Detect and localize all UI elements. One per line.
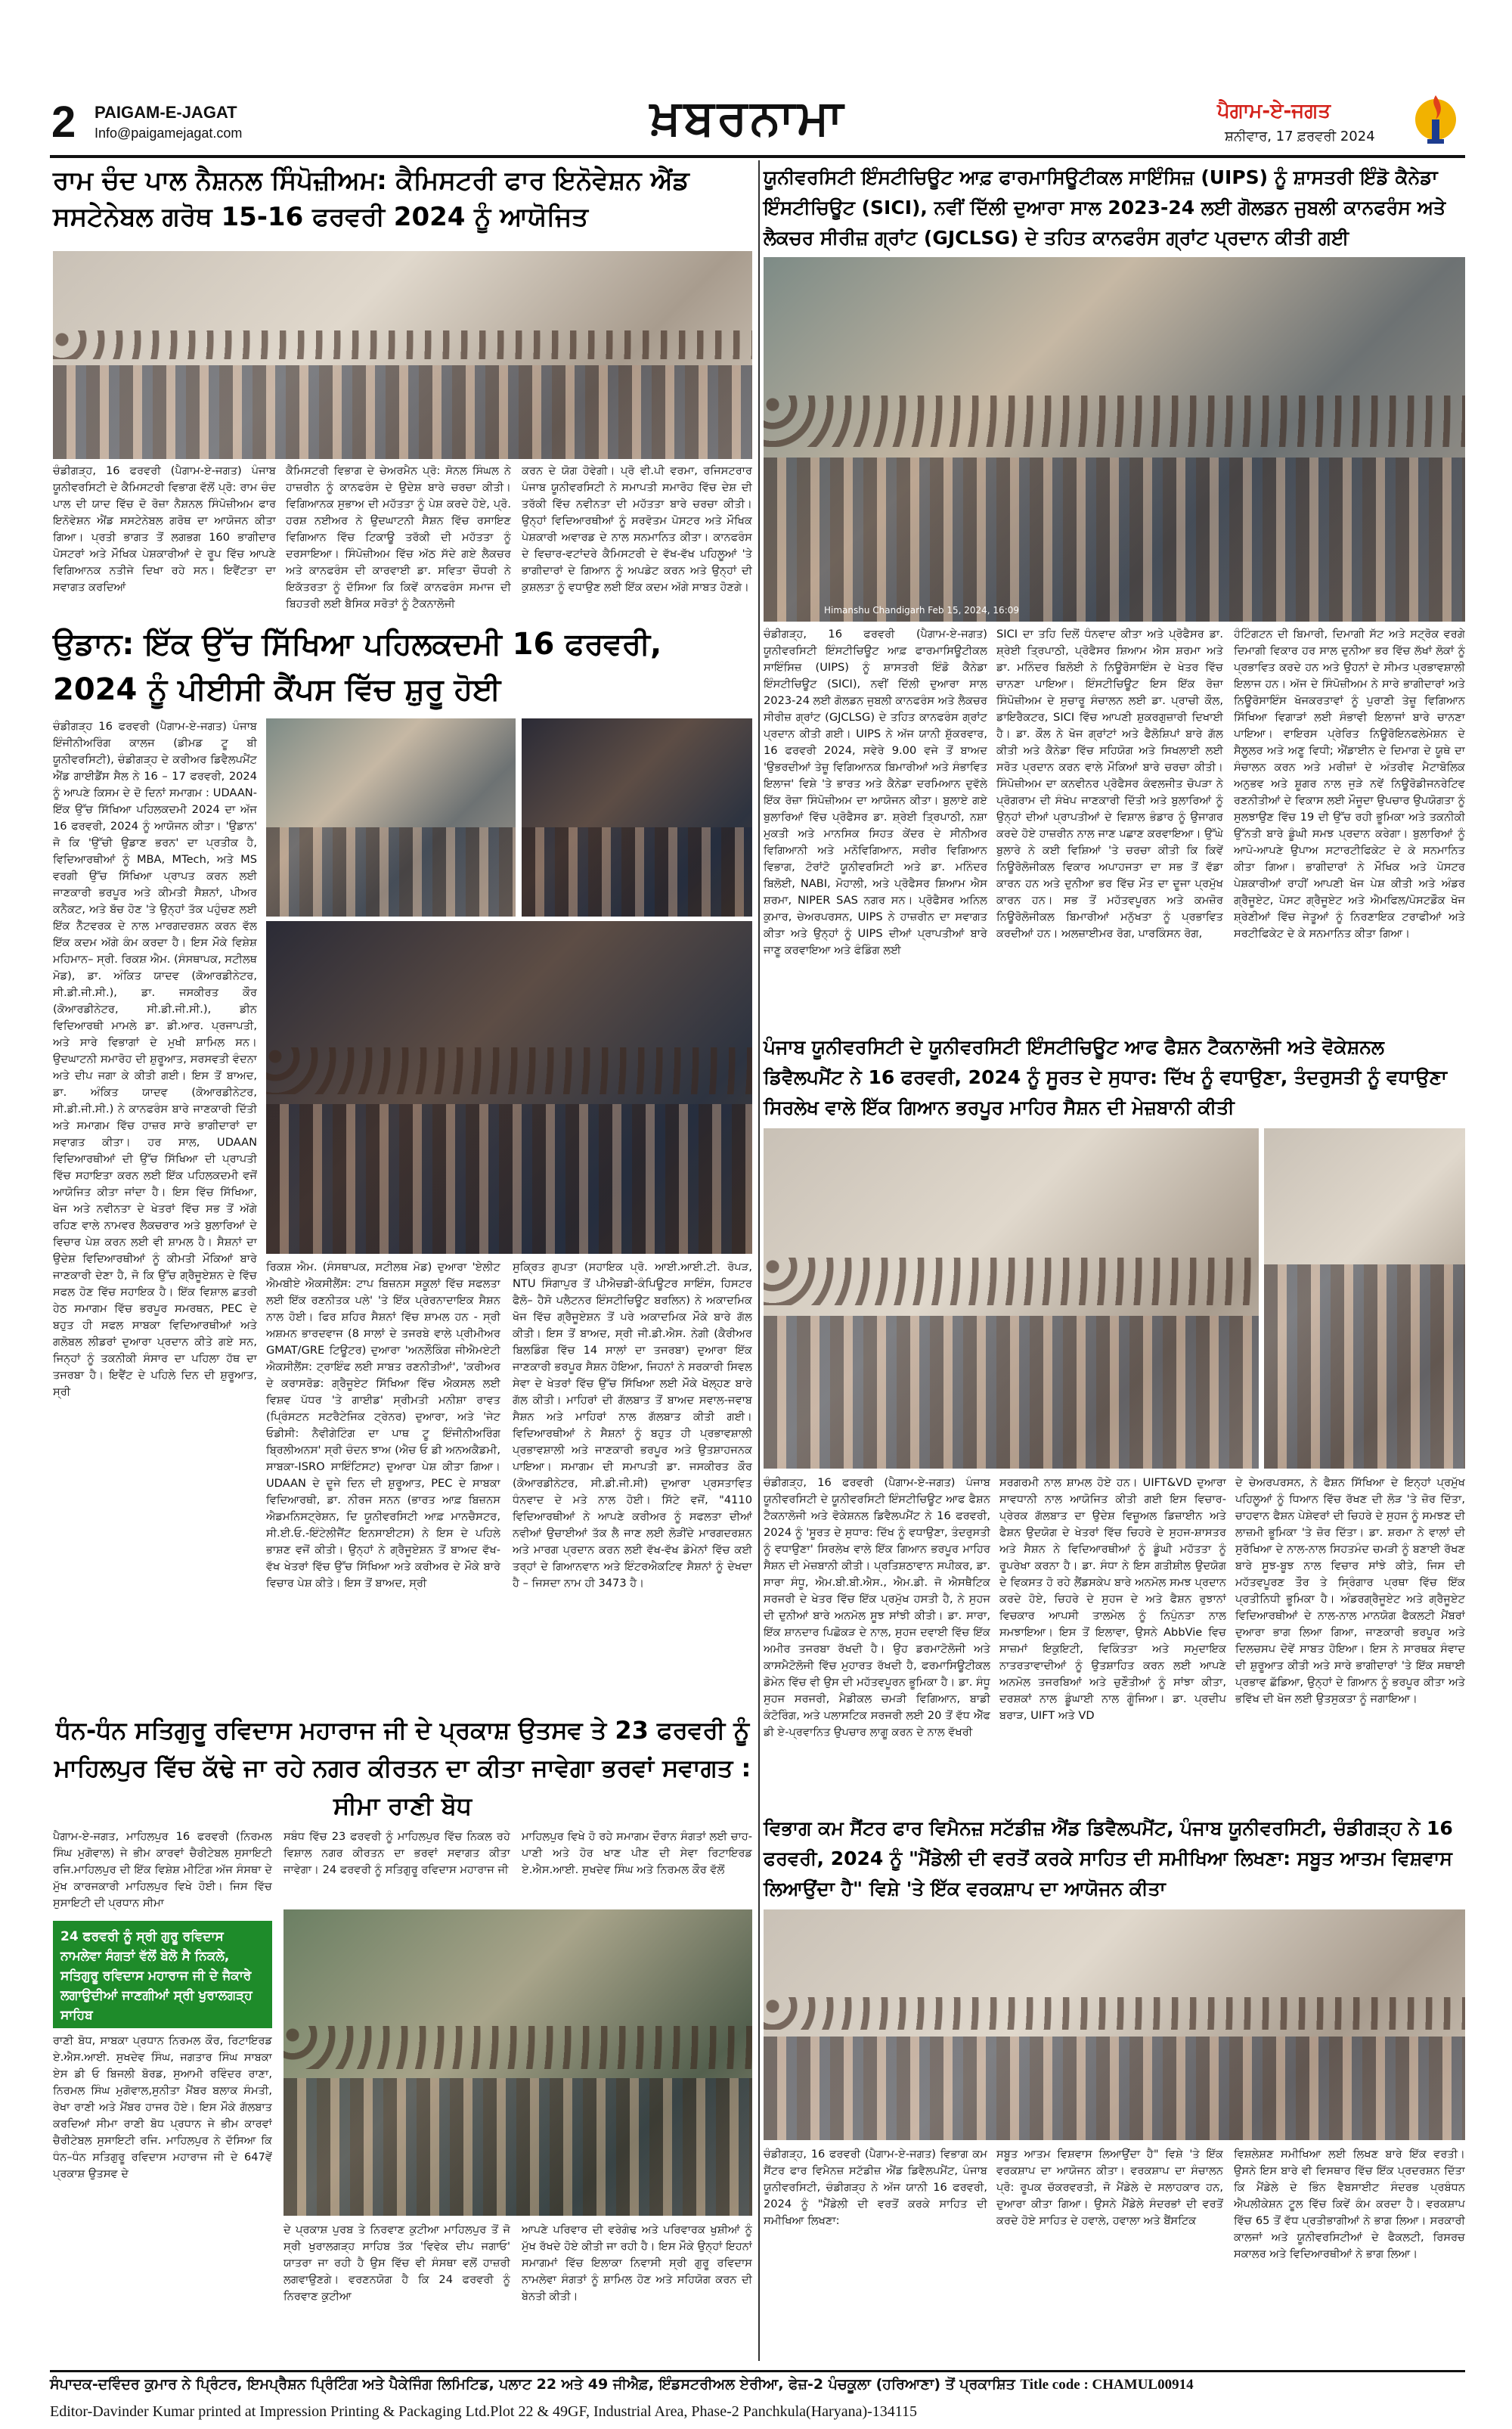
story3-text-col2b: ਦੇ ਪ੍ਰਕਾਸ਼ ਪੁਰਬ ਤੇ ਨਿਰਵਾਣ ਕੁਟੀਆ ਮਾਹਿਲਪੁਰ ਤੋਂ ਜੋ ਸ੍ਰੀ ਖੁਰਾਲਗੜ੍ਹ ਸਾਹਿਬ ਤੱਕ 'ਵਿਵੇਕ ਦੀਪ ਜਗਾਓ' ਯਾਤਰਾ ਜਾ ਰਹੀ ਹੈ ਉਸ ਵਿੱਚ ਵੀ ਸੰਸਥਾ ਵਲੋਂ ਹਾਜ਼ਰੀ ਲਗਵਾਉਣਗੇ। ਵਰਣਨਯੋਗ ਹੈ ਕਿ 24 ਫਰਵਰੀ ਨੂੰ ਨਿਰਵਾਣ ਕੁਟੀਆ bbox=[284, 2223, 510, 2303]
masthead-rule bbox=[50, 155, 1465, 158]
torch-logo-icon bbox=[1414, 89, 1458, 150]
story5-headline: ਪੰਜਾਬ ਯੂਨੀਵਰਸਿਟੀ ਦੇ ਯੂਨੀਵਰਸਿਟੀ ਇੰਸਟੀਚਿਊਟ ਆਫ ਫੈਸ਼ਨ ਟੈਕਨਾਲੋਜੀ ਅਤੇ ਵੋਕੇਸ਼ਨਲ ਡਿਵੈਲਪਮੈਂਟ ਨੇ 16 ਫਰਵਰੀ, 2024 ਨੂੰ ਸੂਰਤ ਦੇ ਸੁਧਾਰ: ਦਿੱਖ ਨੂੰ ਵਧਾਉਣਾ, ਤੰਦਰੁਸਤੀ ਨੂੰ ਵਧਾਉਣਾ ਸਿਰਲੇਖ ਵਾਲੇ ਇੱਕ ਗਿਆਨ ਭਰਪੂਰ ਮਾਹਿਰ ਸੈਸ਼ਨ ਦੀ ਮੇਜ਼ਬਾਨੀ ਕੀਤੀ bbox=[764, 1036, 1448, 1118]
story1-text-col3: ਕਰਨ ਦੇ ਯੋਗ ਹੋਵੇਗੀ। ਪ੍ਰੋ ਵੀ.ਪੀ ਵਰਮਾ, ਰਜਿਸਟਰਾਰ ਪੰਜਾਬ ਯੂਨੀਵਰਸਿਟੀ ਨੇ ਸਮਾਪਤੀ ਸਮਾਰੋਹ ਵਿੱਚ ਦੇਸ਼ ਦੀ ਤਰੱਕੀ ਵਿੱਚ ਨਵੀਨਤਾ ਦੀ ਮਹੱਤਤਾ ਬਾਰੇ ਚਰਚਾ ਕੀਤੀ। ਉਨ੍ਹਾਂ ਵਿਦਿਆਰਥੀਆਂ ਨੂੰ ਸਰਵੋਤਮ ਪੋਸਟਰ ਅਤੇ ਮੌਖਿਕ ਪੇਸ਼ਕਾਰੀ ਅਵਾਰਡ ਦੇ ਨਾਲ ਸਨਮਾਨਿਤ ਕੀਤਾ। ਕਾਨਫਰੰਸ ਦੇ ਵਿਚਾਰ-ਵਟਾਂਦਰੇ ਕੈਮਿਸਟਰੀ ਦੇ ਵੱਖ-ਵੱਖ ਪਹਿਲੂਆਂ 'ਤੇ ਭਾਗੀਦਾਰਾਂ ਦੇ ਗਿਆਨ ਨੂੰ ਅਪਡੇਟ ਕਰਨ ਅਤੇ ਉਨ੍ਹਾਂ ਦੀ ਕੁਸ਼ਲਤਾ ਨੂੰ ਵਧਾਉਣ ਲਈ ਇੱਕ ਕਦਮ ਅੱਗੇ ਸਾਬਤ ਹੋਣਗੇ। bbox=[522, 464, 752, 594]
story3-text-col2a: ਸਬੰਧ ਵਿੱਚ 23 ਫਰਵਰੀ ਨੂੰ ਮਾਹਿਲਪੁਰ ਵਿੱਚ ਨਿਕਲ ਰਹੇ ਵਿਸ਼ਾਲ ਨਗਰ ਕੀਰਤਨ ਦਾ ਭਰਵਾਂ ਸਵਾਗਤ ਕੀਤਾ ਜਾਵੇਗਾ। 24 ਫਰਵਰੀ ਨੂੰ ਸਤਿਗੁਰੂ ਰਵਿਦਾਸ ਮਹਾਰਾਜ ਜੀ bbox=[284, 1830, 510, 1876]
story4-text-col1: ਚੰਡੀਗੜ੍ਹ, 16 ਫਰਵਰੀ (ਪੈਗਾਮ-ਏ-ਜਗਤ) ਯੂਨੀਵਰਸਿਟੀ ਇੰਸਟੀਚਿਊਟ ਆਫ਼ ਫਾਰਮਾਸਿਊਟੀਕਲ ਸਾਇੰਸਿਜ਼ (UIPS) ਨੂੰ ਸ਼ਾਸਤਰੀ ਇੰਡੋ ਕੈਨੇਡਾ ਇੰਸਟੀਚਿਊਟ (SICI), ਨਵੀਂ ਦਿੱਲੀ ਦੁਆਰਾ ਸਾਲ 2023-24 ਲਈ ਗੋਲਡਨ ਜੁਬਲੀ ਕਾਨਫਰੰਸ ਅਤੇ ਲੈਕਚਰ ਸੀਰੀਜ਼ ਗ੍ਰਾਂਟ (GJCLSG) ਦੇ ਤਹਿਤ ਕਾਨਫਰੰਸ ਗ੍ਰਾਂਟ ਪ੍ਰਦਾਨ ਕੀਤੀ ਗਈ। UIPS ਨੇ ਅੱਜ ਯਾਨੀ ਸ਼ੁੱਕਰਵਾਰ, 16 ਫਰਵਰੀ 2024, ਸਵੇਰੇ 9.00 ਵਜੇ ਤੋਂ ਬਾਅਦ 'ਉਭਰਦੀਆਂ ਤੇਜ਼ੂ ਵਿਗਿਆਨਕ ਬਿਮਾਰੀਆਂ ਅਤੇ ਸੰਭਾਵਿਤ ਇਲਾਜ' ਵਿਸ਼ੇ 'ਤੇ ਭਾਰਤ ਅਤੇ ਕੈਨੇਡਾ ਦਰਮਿਆਨ ਦੁਵੱਲੇ ਇੱਕ ਰੋਜ਼ਾ ਸਿੰਪੋਜ਼ੀਅਮ ਦਾ ਆਯੋਜਨ ਕੀਤਾ। ਬੁਲਾਏ ਗਏ ਬੁਲਾਰਿਆਂ ਵਿੱਚ ਪ੍ਰੋਫੈਸਰ ਡਾ. ਸ਼੍ਰੇਈ ਤ੍ਰਿਪਾਠੀ, ਨਸ਼ਾ ਮੁਕਤੀ ਅਤੇ ਮਾਨਸਿਕ ਸਿਹਤ ਕੇਂਦਰ ਦੇ ਸੀਨੀਅਰ ਵਿਗਿਆਨੀ ਅਤੇ ਮਨੋਵਿਗਿਆਨ, ਸਰੀਰ ਵਿਗਿਆਨ ਵਿਭਾਗ, ਟੋਰਾਂਟੋ ਯੂਨੀਵਰਸਿਟੀ ਅਤੇ ਡਾ. ਮਨਿੰਦਰ ਬਿਲੋਈ, NABI, ਮੋਹਾਲੀ, ਅਤੇ ਪ੍ਰੋਫੈਸਰ ਸ਼ਿਆਮ ਐਸ ਸ਼ਰਮਾ, NIPER SAS ਨਗਰ ਸਨ। ਪ੍ਰੋਫੈਸਰ ਅਨਿਲ ਕੁਮਾਰ, ਚੇਅਰਪਰਸਨ, UIPS ਨੇ ਹਾਜ਼ਰੀਨ ਦਾ ਸਵਾਗਤ ਕੀਤਾ ਅਤੇ ਉਨ੍ਹਾਂ ਨੂੰ UIPS ਦੀਆਂ ਪ੍ਰਾਪਤੀਆਂ ਬਾਰੇ ਜਾਣੂ ਕਰਵਾਇਆ ਅਤੇ ਫੰਡਿੰਗ ਲਈ bbox=[764, 628, 987, 957]
story5-text-col2: ਸਰਗਰਮੀ ਨਾਲ ਸ਼ਾਮਲ ਹੋਏ ਹਨ। UIFT&VD ਦੁਆਰਾ ਸਾਵਧਾਨੀ ਨਾਲ ਆਯੋਜਿਤ ਕੀਤੀ ਗਈ ਇਸ ਵਿਚਾਰ-ਪ੍ਰੇਰਕ ਗੱਲਬਾਤ ਦਾ ਉਦੇਸ਼ ਵਿਜ਼ੂਅਲ ਡਿਜ਼ਾਈਨ ਅਤੇ ਫੈਸ਼ਨ ਉਦਯੋਗ ਦੇ ਖੇਤਰਾਂ ਵਿੱਚ ਚਿਹਰੇ ਦੇ ਸੁਹਜ-ਸ਼ਾਸਤਰ ਅਤੇ ਸੈਸ਼ਨ ਨੇ ਵਿਦਿਆਰਥੀਆਂ ਨੂੰ ਡੂੰਘੀ ਮਹੱਤਤਾ ਨੂੰ ਰੂਪਰੇਖਾ ਕਰਨਾ ਹੈ। ਡਾ. ਸੰਧਾ ਨੇ ਇਸ ਗਤੀਸ਼ੀਲ ਉਦਯੋਗ ਦੇ ਵਿਕਸਤ ਹੋ ਰਹੇ ਲੈਂਡਸਕੇਪ ਬਾਰੇ ਅਨਮੋਲ ਸਮਝ ਪ੍ਰਦਾਨ ਕਰਦੇ ਹੋਏ, ਚਿਹਰੇ ਦੇ ਸੁਹਜ ਦੇ ਅਤੇ ਫੈਸ਼ਨ ਰੁਝਾਨਾਂ ਵਿਚਕਾਰ ਆਪਸੀ ਤਾਲਮੇਲ ਨੂੰ ਨਿਪੁੰਨਤਾ ਨਾਲ ਸਮਝਾਇਆ। ਇਸ ਤੋਂ ਇਲਾਵਾ, ਉਸਨੇ AbbVie ਵਿਚ ਸਾਜ਼ਮਾਂ ਇਕੁਇਟੀ, ਵਿਕਿੰਤਤਾ ਅਤੇ ਸਮੁਦਾਇਕ ਨਾਤਰਤਾਵਾਦੀਆਂ ਨੂੰ ਉਤਸ਼ਾਹਿਤ ਕਰਨ ਲਈ ਆਪਣੇ ਅਨਮੋਲ ਤਜਰਬਿਆਂ ਅਤੇ ਚੁਣੌਤੀਆਂ ਨੂੰ ਸਾਂਝਾ ਕੀਤਾ, ਦਰਸ਼ਕਾਂ ਨਾਲ ਡੂੰਘਾਈ ਨਾਲ ਗੂੰਜਿਆ। ਡਾ. ਪ੍ਰਦੀਪ ਬਰਾੜ, UIFT ਅਤੇ VD bbox=[999, 1476, 1226, 1722]
story2-text-col2: ਰਿਕਸ਼ ਐਮ. (ਸੰਸਥਾਪਕ, ਸਟੀਲਥ ਮੋਡ) ਦੁਆਰਾ 'ਏਲੀਟ ਐਮਬੀਏ ਐਕਸੀਲੈਂਸ: ਟਾਪ ਬਿਜ਼ਨਸ ਸਕੂਲਾਂ ਵਿੱਚ ਸਫਲਤਾ ਲਈ ਇੱਕ ਰਣਨੀਤਕ ਪਲੇ' 'ਤੇ ਇੱਕ ਪ੍ਰੇਰਨਾਦਾਇਕ ਸੈਸ਼ਨ ਨਾਲ ਹੋਈ। ਫਿਰ ਸ਼ਹਿਰ ਸੈਸ਼ਨਾਂ ਵਿੱਚ ਸ਼ਾਮਲ ਹਨ - ਸ੍ਰੀ ਅਸ਼ਮਨ ਭਾਰਦਵਾਜ (8 ਸਾਲਾਂ ਦੇ ਤਜਰਬੇ ਵਾਲੇ ਪ੍ਰੀਮੀਅਰ GMAT/GRE ਟਿਊਟਰ) ਦੁਆਰਾ 'ਅਨਲੌਕਿੰਗ ਜੀਐਮਏਟੀ ਐਕਸੀਲੈਂਸ: ਟ੍ਰਾਇੰਫ ਲਈ ਸਾਬਤ ਰਣਨੀਤੀਆਂ', 'ਕਰੀਅਰ ਦੇ ਕਰਾਸਰੋਡ: ਗ੍ਰੈਜੂਏਟ ਸਿੱਖਿਆ ਵਿੱਚ ਐਕਸਲ ਲਈ ਵਿਸ਼ਵ ਪੱਧਰ 'ਤੇ ਗਾਈਡ' ਸ੍ਰੀਮਤੀ ਮਨੀਸ਼ਾ ਰਾਵਤ (ਪ੍ਰਿੰਸਟਨ ਸਟਰੈਟੇਜਿਕ ਟ੍ਰੇਨਰ) ਦੁਆਰਾ, ਅਤੇ 'ਜੇਟ ਓਡੀਸੀ: ਨੈਵੀਗੇਟਿੰਗ ਦਾ ਪਾਥ ਟੂ ਇੰਜੀਨੀਅਰਿੰਗ ਬ੍ਰਿਲੀਅਨਸ' ਸ੍ਰੀ ਚੰਦਨ ਝਾਅ (ਐਚ ਓ ਡੀ ਅਨਅਕੈਡਮੀ, ਸਾਬਕਾ-ISRO ਸਾਇੰਟਿਸਟ) ਦੁਆਰਾ ਪੇਸ਼ ਕੀਤਾ ਗਿਆ। UDAAN ਦੇ ਦੂਜੇ ਦਿਨ ਦੀ ਸ਼ੁਰੂਆਤ, PEC ਦੇ ਸਾਬਕਾ ਵਿਦਿਆਰਥੀ, ਡਾ. ਨੀਰਜ ਸਨਨ (ਭਾਰਤ ਆਫ਼ ਬਿਜ਼ਨਸ ਐਡਮਨਿਸਟ੍ਰੇਸ਼ਨ, ਦਿ ਯੂਨੀਵਰਸਿਟੀ ਆਫ਼ ਮਾਨਚੈਸਟਰ, ਸੀ.ਈ.ਓ.-ਇੰਟੇਲੀਜੈਂਟ ਇਨਸਾਈਟਸ) ਨੇ ਇਸ ਦੇ ਪਹਿਲੇ ਭਾਸ਼ਣ ਵਜੋਂ ਕੀਤੀ। ਉਨ੍ਹਾਂ ਨੇ ਗ੍ਰੈਜੂਏਸ਼ਨ ਤੋਂ ਬਾਅਦ ਵੱਖ-ਵੱਖ ਖੇਤਰਾਂ ਵਿੱਚ ਉੱਚ ਸਿੱਖਿਆ ਅਤੇ ਕਰੀਅਰ ਦੇ ਮੌਕੇ ਬਾਰੇ ਵਿਚਾਰ ਪੇਸ਼ ਕੀਤੇ। ਇਸ ਤੋਂ ਬਾਅਦ, ਸ੍ਰੀ bbox=[266, 1261, 500, 1590]
story3-text-col3a: ਮਾਹਿਲਪੁਰ ਵਿਖੇ ਹੋ ਰਹੇ ਸਮਾਗਮ ਦੌਰਾਨ ਸੰਗਤਾਂ ਲਈ ਚਾਹ-ਪਾਣੀ ਅਤੇ ਹੋਰ ਖਾਣ ਪੀਣ ਦੀ ਸੇਵਾ ਰਿਟਾਇਰਡ ਏ.ਐਸ.ਆਈ. ਸੁਖਦੇਵ ਸਿੰਘ ਅਤੇ ਨਿਰਮਲ ਕੌਰ ਵੱਲੋਂ bbox=[522, 1830, 752, 1876]
section-title: ਖ਼ਬਰਨਾਮਾ bbox=[650, 89, 847, 146]
story1-text-col1: ਚੰਡੀਗੜ੍ਹ, 16 ਫਰਵਰੀ (ਪੈਗਾਮ-ਏ-ਜਗਤ) ਪੰਜਾਬ ਯੂਨੀਵਰਸਿਟੀ ਦੇ ਕੈਮਿਸਟਰੀ ਵਿਭਾਗ ਵੱਲੋਂ ਪ੍ਰੋ: ਰਾਮ ਚੰਦ ਪਾਲ ਦੀ ਯਾਦ ਵਿੱਚ ਦੋ ਰੋਜ਼ਾ ਨੈਸ਼ਨਲ ਸਿੰਪੋਜ਼ੀਅਮ ਫਾਰ ਇਨੋਵੇਸ਼ਨ ਐਂਡ ਸਸਟੇਨੇਬਲ ਗਰੋਥ ਦਾ ਆਯੋਜਨ ਕੀਤਾ ਗਿਆ। ਪ੍ਰਤੀ ਭਾਗਤ ਤੋਂ ਲਗਭਗ 160 ਭਾਗੀਦਾਰ ਪੋਸਟਰਾਂ ਅਤੇ ਮੌਖਿਕ ਪੇਸ਼ਕਾਰੀਆਂ ਦੇ ਰੂਪ ਵਿੱਚ ਆਪਣੇ ਵਿਗਿਆਨਕ ਨਤੀਜੇ ਦਿਖਾ ਰਹੇ ਸਨ। ਇਵੈਂਟਤਾ ਦਾ ਸਵਾਗਤ ਕਰਦਿਆਂ bbox=[53, 464, 276, 594]
story5-classroom-photo bbox=[764, 1128, 1259, 1469]
story3-headline: ਧੰਨ-ਧੰਨ ਸਤਿਗੁਰੂ ਰਵਿਦਾਸ ਮਹਾਰਾਜ ਜੀ ਦੇ ਪ੍ਰਕਾਸ਼ ਉਤਸਵ ਤੇ 23 ਫਰਵਰੀ ਨੂੰ ਮਾਹਿਲਪੁਰ ਵਿੱਚ ਕੱਢੇ ਜਾ ਰਹੇ ਨਗਰ ਕੀਰਤਨ ਦਾ ਕੀਤਾ ਜਾਵੇਗਾ ਭਰਵਾਂ ਸਵਾਗਤ : ਸੀਮਾ ਰਾਣੀ ਬੋਧ bbox=[54, 1716, 751, 1820]
story4-text-col3: ਹੰਟਿੰਗਟਨ ਦੀ ਬਿਮਾਰੀ, ਦਿਮਾਗੀ ਸੱਟ ਅਤੇ ਸਟ੍ਰੋਕ ਵਰਗੇ ਦਿਮਾਗੀ ਵਿਕਾਰ ਹਰ ਸਾਲ ਦੁਨੀਆ ਭਰ ਵਿੱਚ ਲੱਖਾਂ ਲੋਕਾਂ ਨੂੰ ਪ੍ਰਭਾਵਿਤ ਕਰਦੇ ਹਨ ਅਤੇ ਉਹਨਾਂ ਦੇ ਸੀਮਤ ਪ੍ਰਭਾਵਸ਼ਾਲੀ ਇਲਾਜ ਹਨ। ਅੱਜ ਦੇ ਸਿੰਪੋਜ਼ੀਅਮ ਨੇ ਸਾਰੇ ਭਾਗੀਦਾਰਾਂ ਅਤੇ ਨਿਊਰੋਸਾਇੰਸ ਖੋਜਕਰਤਾਵਾਂ ਨੂੰ ਪੁਰਾਣੀ ਤੇਜ਼ੂ ਵਿਗਿਆਨ ਸਿੱਖਿਆ ਵਿਗਾੜਾਂ ਲਈ ਸੰਭਾਵੀ ਇਲਾਜਾਂ ਬਾਰੇ ਚਾਨਣਾ ਪਾਇਆ। ਵਾਇਰਸ ਪ੍ਰੇਰਿਤ ਨਿਊਰੋਇਨਫਲੇਮੇਸ਼ਨ ਦੇ ਸੈਲੂਲਰ ਅਤੇ ਅਣੂ ਵਿਧੀ; ਐਂਡਾਈਨ ਦੇ ਦਿਮਾਗ ਦੇ ਯੂਥੇ ਦਾ ਸੰਚਾਲਨ ਕਰਨ ਅਤੇ ਮਰੀਜ਼ਾਂ ਦੇ ਅੰਤਰੀਵ ਮੈਟਾਬੋਲਿਕ ਅਨੁਭਵ ਅਤੇ ਸ਼ੂਗਰ ਨਾਲ ਜੁੜੇ ਨਵੇਂ ਨਿਊਰੋਡੀਜਨਰੇਟਿਵ ਰਣਨੀਤੀਆਂ ਦੇ ਵਿਕਾਸ ਲਈ ਮੌਜੂਦਾ ਉਪਚਾਰ ਉਪਯੋਗਤਾ ਨੂੰ ਸੁਲਝਾਉਣ ਵਿੱਚ 19 ਦੀ ਉੱਚ ਰਹੀ ਭੂਮਿਕਾ ਅਤੇ ਤਕਨੀਕੀ ਉੱਨਤੀ ਬਾਰੇ ਡੂੰਘੀ ਸਮਝ ਪ੍ਰਦਾਨ ਕਰੇਗਾ। ਬੁਲਾਰਿਆਂ ਨੂੰ ਆਪੋ-ਆਪਣੇ ਉਪਾਅ ਸਟਾਰਟੀਫਿਕੇਟ ਦੇ ਕੇ ਸਨਮਾਨਿਤ ਕੀਤਾ ਗਿਆ। ਭਾਗੀਦਾਰਾਂ ਨੇ ਮੌਖਿਕ ਅਤੇ ਪੋਸਟਰ ਪੇਸ਼ਕਾਰੀਆਂ ਰਾਹੀਂ ਆਪਣੀ ਖੋਜ ਪੇਸ਼ ਕੀਤੀ ਅਤੇ ਅੰਡਰ ਗ੍ਰੈਜੂਏਟ, ਪੋਸਟ ਗ੍ਰੈਜੂਏਟ ਅਤੇ ਐਮਫਿਲ/ਪੋਸਟਡੌਕ ਖੋਜ ਸ਼੍ਰੇਣੀਆਂ ਵਿੱਚ ਜੇਤੂਆਂ ਨੂੰ ਨਿਰਣਾਇਕ ਟਰਾਫੀਆਂ ਅਤੇ ਸਰਟੀਫਿਕੇਟ ਦੇ ਕੇ ਸਨਮਾਨਿਤ ਕੀਤਾ ਗਿਆ। bbox=[1234, 628, 1465, 940]
story2-headline: ਉਡਾਨ: ਇੱਕ ਉੱਚ ਸਿੱਖਿਆ ਪਹਿਲਕਦਮੀ 16 ਫਰਵਰੀ, 2024 ਨੂੰ ਪੀਈਸੀ ਕੈਂਪਸ ਵਿੱਚ ਸ਼ੁਰੂ ਹੋਈ bbox=[53, 627, 662, 707]
story2-photo-audience bbox=[266, 921, 752, 1254]
footer-publisher-punjabi: ਸੰਪਾਦਕ-ਦਵਿੰਦਰ ਕੁਮਾਰ ਨੇ ਪ੍ਰਿੰਟਰ, ਇਮਪ੍ਰੈਸ਼ਨ ਪ੍ਰਿੰਟਿੰਗ ਅਤੇ ਪੈਕੇਜਿੰਗ ਲਿਮਿਟਿਡ, ਪਲਾਟ 22 ਅਤੇ 49 ਜੀਐਫ਼, ਇੰਡਸਟਰੀਅਲ ਏਰੀਆ, ਫੇਜ਼-2 ਪੰਚਕੂਲਾ (ਹਰਿਆਣਾ) ਤੋਂ ਪ੍ਰਕਾਸ਼ਿਤ bbox=[50, 2376, 1015, 2393]
issue-date: ਸ਼ਨੀਵਾਰ, 17 ਫ਼ਰਵਰੀ 2024 bbox=[1225, 129, 1375, 144]
story6-text-col1: ਚੰਡੀਗੜ੍ਹ, 16 ਫਰਵਰੀ (ਪੈਗਾਮ-ਏ-ਜਗਤ) ਵਿਭਾਗ ਕਮ ਸੈਂਟਰ ਫਾਰ ਵਿਮੈਨਜ਼ ਸਟੱਡੀਜ਼ ਐਂਡ ਡਿਵੈਲਪਮੈਂਟ, ਪੰਜਾਬ ਯੂਨੀਵਰਸਿਟੀ, ਚੰਡੀਗੜ੍ਹ ਨੇ ਅੱਜ ਯਾਨੀ 16 ਫਰਵਰੀ, 2024 ਨੂੰ "ਮੈਂਡੇਲੀ ਦੀ ਵਰਤੋਂ ਕਰਕੇ ਸਾਹਿਤ ਦੀ ਸਮੀਖਿਆ ਲਿਖਣਾ: bbox=[764, 2148, 987, 2227]
story4-photo-caption: Himanshu Chandigarh Feb 15, 2024, 16:09 bbox=[824, 605, 1019, 616]
story3-highlight-box: 24 ਫਰਵਰੀ ਨੂੰ ਸ੍ਰੀ ਗੁਰੂ ਰਵਿਦਾਸ ਨਾਮਲੇਵਾ ਸੰਗਤਾਂ ਵੱਲੋਂ ਬੇਲੋ ਸੈ ਨਿਕਲੇ, ਸਤਿਗੁਰੂ ਰਵਿਦਾਸ ਮਹਾਰਾਜ ਜੀ ਦੇ ਜੈਕਾਰੇ ਲਗਾਉਦੀਆਂ ਜਾਣਗੀਆਂ ਸ੍ਰੀ ਖੁਰਾਲਗੜ੍ਹ ਸਾਹਿਬ bbox=[53, 1921, 272, 2028]
footer-publisher-line bbox=[50, 2376, 1465, 2393]
story6-workshop-photo bbox=[764, 1909, 1465, 2140]
story2-photo-presentation bbox=[266, 718, 516, 917]
footer-editor-line: Editor-Davinder Kumar printed at Impression Printing & Packaging Ltd.Plot 22 & 49GF, Industrial Area, Phase-2 Panchkula(Haryana)-134115 bbox=[50, 2403, 918, 2420]
column-divider bbox=[758, 160, 760, 2361]
story1-headline: ਰਾਮ ਚੰਦ ਪਾਲ ਨੈਸ਼ਨਲ ਸਿੰਪੋਜ਼ੀਅਮ: ਕੈਮਿਸਟਰੀ ਫਾਰ ਇਨੋਵੇਸ਼ਨ ਐਂਡ ਸਸਟੇਨੇਬਲ ਗਰੋਥ 15-16 ਫਰਵਰੀ 2024 ਨੂੰ ਆਯੋਜਿਤ bbox=[53, 166, 689, 232]
story2-text-col1: ਚੰਡੀਗੜ੍ਹ 16 ਫਰਵਰੀ (ਪੈਗਾਮ-ਏ-ਜਗਤ) ਪੰਜਾਬ ਇੰਜੀਨੀਅਰਿੰਗ ਕਾਲਜ (ਡੀਮਡ ਟੂ ਬੀ ਯੂਨੀਵਰਸਿਟੀ), ਚੰਡੀਗੜ੍ਹ ਦੇ ਕਰੀਅਰ ਡਿਵੈਲਪਮੈਂਟ ਐਂਡ ਗਾਈਡੈਂਸ ਸੈਲ ਨੇ 16 – 17 ਫਰਵਰੀ, 2024 ਨੂੰ ਆਪਣੇ ਕਿਸਮ ਦੇ ਦੋ ਦਿਨਾਂ ਸਮਾਗਮ : UDAAN- ਇੱਕ ਉੱਚ ਸਿੱਖਿਆ ਪਹਿਲਕਦਮੀ 2024 ਦਾ ਅੱਜ 16 ਫਰਵਰੀ, 2024 ਨੂੰ ਆਯੋਜਨ ਕੀਤਾ। 'ਉਡਾਨ' ਜੋ ਕਿ 'ਉੱਚੀ ਉਡਾਣ ਭਰਨ' ਦਾ ਪ੍ਰਤੀਕ ਹੈ, ਵਿਦਿਆਰਥੀਆਂ ਨੂੰ MBA, MTech, ਅਤੇ MS ਵਰਗੀ ਉੱਚ ਸਿੱਖਿਆ ਪ੍ਰਾਪਤ ਕਰਨ ਲਈ ਜਾਣਕਾਰੀ ਭਰਪੂਰ ਅਤੇ ਕੀਮਤੀ ਸੈਸ਼ਨਾਂ, ਪੀਅਰ ਕਨੈਕਟ, ਅਤੇ ਬੱਚ ਹੋਣ 'ਤੇ ਉਨ੍ਹਾਂ ਤੱਕ ਪਹੁੰਚਣ ਲਈ ਇੱਕ ਨੈੱਟਵਰਕ ਦੇ ਨਾਲ ਮਾਰਗਦਰਸ਼ਨ ਕਰਨ ਵੱਲ ਇੱਕ ਕਦਮ ਅੱਗੇ ਕੰਮ ਕਰਦਾ ਹੈ। ਇਸ ਮੌਕੇ ਵਿਸ਼ੇਸ਼ ਮਹਿਮਾਨ– ਸ੍ਰੀ. ਰਿਕਸ਼ ਐਮ. (ਸੰਸਥਾਪਕ, ਸਟੀਲਥ ਮੋਡ), ਡਾ. ਅੰਕਿਤ ਯਾਦਵ (ਕੋਆਰਡੀਨੇਟਰ, ਸੀ.ਡੀ.ਜੀ.ਸੀ.), ਡਾ. ਜਸਕੀਰਤ ਕੌਰ (ਕੋਆਰਡੀਨੇਟਰ, ਸੀ.ਡੀ.ਜੀ.ਸੀ.), ਡੀਨ ਵਿਦਿਆਰਥੀ ਮਾਮਲੇ ਡਾ. ਡੀ.ਆਰ. ਪ੍ਰਜਾਪਤੀ, ਅਤੇ ਸਾਰੇ ਵਿਭਾਗਾਂ ਦੇ ਮੁਖੀ ਸ਼ਾਮਿਲ ਸਨ। ਉਦਘਾਟਨੀ ਸਮਾਰੋਹ ਦੀ ਸ਼ੁਰੂਆਤ, ਸਰਸਵਤੀ ਵੰਦਨਾ ਅਤੇ ਦੀਪ ਜਗਾ ਕੇ ਕੀਤੀ ਗਈ। ਇਸ ਤੋਂ ਬਾਅਦ, ਡਾ. ਅੰਕਿਤ ਯਾਦਵ (ਕੋਆਰਡੀਨੇਟਰ, ਸੀ.ਡੀ.ਜੀ.ਸੀ.) ਨੇ ਕਾਨਫਰੰਸ ਬਾਰੇ ਜਾਣਕਾਰੀ ਦਿੱਤੀ ਅਤੇ ਸਮਾਗਮ ਵਿੱਚ ਹਾਜ਼ਰ ਸਾਰੇ ਭਾਗੀਦਾਰਾਂ ਦਾ ਸਵਾਗਤ ਕੀਤਾ। ਹਰ ਸਾਲ, UDAAN ਵਿਦਿਆਰਥੀਆਂ ਦੀ ਉੱਚ ਸਿੱਖਿਆ ਦੀ ਪ੍ਰਾਪਤੀ ਵਿੱਚ ਸਹਾਇਤਾ ਕਰਨ ਲਈ ਇੱਕ ਪਹਿਲਕਦਮੀ ਵਜੋਂ ਆਯੋਜਿਤ ਕੀਤਾ ਜਾਂਦਾ ਹੈ। ਇਸ ਵਿੱਚ ਸਿੱਖਿਆ, ਖੋਜ ਅਤੇ ਨਵੀਨਤਾ ਦੇ ਖੇਤਰਾਂ ਵਿੱਚ ਸਭ ਤੋਂ ਅੱਗੇ ਰਹਿਣ ਵਾਲੇ ਨਾਮਵਰ ਲੈਕਚਰਾਰ ਅਤੇ ਬੁਲਾਰਿਆਂ ਦੇ ਵਿਚਾਰ ਪੇਸ਼ ਕਰਨ ਲਈ ਵੀ ਸ਼ਾਮਲ ਹੈ। ਸੈਸ਼ਨਾਂ ਦਾ ਉਦੇਸ਼ ਵਿਦਿਆਰਥੀਆਂ ਨੂੰ ਕੀਮਤੀ ਮੌਕਿਆਂ ਬਾਰੇ ਜਾਣਕਾਰੀ ਦੇਣਾ ਹੈ, ਜੋ ਕਿ ਉੱਚ ਗ੍ਰੈਜੂਏਸ਼ਨ ਦੇ ਵਿੱਚ ਸਫਲ ਹੋਣ ਵਿੱਚ ਸਹਾਇਕ ਹੈ। ਇੱਕ ਵਿਸ਼ਾਲ ਛਤਰੀ ਹੇਠ ਸਮਾਗਮ ਵਿੱਚ ਭਰਪੂਰ ਸਮਰਥਨ, PEC ਦੇ ਬਹੁਤ ਹੀ ਸਫਲ ਸਾਬਕਾ ਵਿਦਿਆਰਥੀਆਂ ਅਤੇ ਗਲੋਬਲ ਲੀਡਰਾਂ ਦੁਆਰਾ ਪ੍ਰਦਾਨ ਕੀਤੇ ਗਏ ਸਨ, ਜਿਨ੍ਹਾਂ ਨੂੰ ਤਕਨੀਕੀ ਸੰਸਾਰ ਦਾ ਪਹਿਲਾ ਹੱਥ ਦਾ ਤਜਰਬਾ ਹੈ। ਇਵੈਂਟ ਦੇ ਪਹਿਲੇ ਦਿਨ ਦੀ ਸ਼ੁਰੂਆਤ, ਸ੍ਰੀ bbox=[53, 720, 257, 1398]
story5-text-col3: ਦੇ ਚੇਅਰਪਰਸਨ, ਨੇ ਫੈਸ਼ਨ ਸਿੱਖਿਆ ਦੇ ਇਨ੍ਹਾਂ ਪ੍ਰਮੁੱਖ ਪਹਿਲੂਆਂ ਨੂੰ ਧਿਆਨ ਵਿੱਚ ਰੱਖਣ ਦੀ ਲੋੜ 'ਤੇ ਜ਼ੋਰ ਦਿੱਤਾ, ਚਾਹਵਾਨ ਫੈਸ਼ਨ ਪੇਸ਼ੇਵਰਾਂ ਦੀ ਚਿਹਰੇ ਦੇ ਸੁਹਜ ਨੂੰ ਸਮਝਣ ਦੀ ਲਾਜ਼ਮੀ ਭੂਮਿਕਾ 'ਤੇ ਜ਼ੋਰ ਦਿੱਤਾ। ਡਾ. ਸ਼ਰਮਾ ਨੇ ਵਾਲਾਂ ਦੀ ਸੁਰੱਖਿਆ ਦੇ ਨਾਲ-ਨਾਲ ਸਿਹਤਮੰਦ ਚਮੜੀ ਨੂੰ ਬਣਾਈ ਰੱਖਣ ਬਾਰੇ ਸੂਝ-ਬੂਝ ਨਾਲ ਵਿਚਾਰ ਸਾਂਝੇ ਕੀਤੇ, ਜਿਸ ਦੀ ਮਹੱਤਵਪੂਰਣ ਤੌਰ ਤੇ ਸ੍ਰਿੰਗਾਰ ਪ੍ਰਥਾ ਵਿੱਚ ਇੱਕ ਪ੍ਰਤੀਨਿਧੀ ਭੂਮਿਕਾ ਹੈ। ਅੰਡਰਗ੍ਰੈਜੂਏਟ ਅਤੇ ਗ੍ਰੈਜੂਏਟ ਵਿਦਿਆਰਥੀਆਂ ਦੇ ਨਾਲ-ਨਾਲ ਮਾਨਯੋਗ ਫੈਕਲਟੀ ਮੈਂਬਰਾਂ ਦੁਆਰਾ ਭਾਗ ਲਿਆ ਗਿਆ, ਜਾਣਕਾਰੀ ਭਰਪੂਰ ਅਤੇ ਦਿਲਚਸਪ ਦੋਵੇਂ ਸਾਬਤ ਹੋਇਆ। ਇਸ ਨੇ ਸਾਰਥਕ ਸੰਵਾਦ ਦੀ ਸ਼ੁਰੂਆਤ ਕੀਤੀ ਅਤੇ ਸਾਰੇ ਭਾਗੀਦਾਰਾਂ 'ਤੇ ਇੱਕ ਸਥਾਈ ਪ੍ਰਭਾਵ ਛੱਡਿਆ, ਉਨ੍ਹਾਂ ਦੇ ਗਿਆਨ ਨੂੰ ਭਰਪੂਰ ਕੀਤਾ ਅਤੇ ਭਵਿੱਖ ਦੀ ਖੋਜ ਲਈ ਉਤਸੁਕਤਾ ਨੂੰ ਜਗਾਇਆ। bbox=[1235, 1476, 1465, 1705]
story5-speaker-photo bbox=[1264, 1128, 1465, 1469]
story1-text-col2: ਕੈਮਿਸਟਰੀ ਵਿਭਾਗ ਦੇ ਚੇਅਰਮੈਨ ਪ੍ਰੋ: ਸੋਨਲ ਸਿੰਘਲ ਨੇ ਹਾਜ਼ਰੀਨ ਨੂੰ ਕਾਨਫਰੰਸ ਦੇ ਉਦੇਸ਼ ਬਾਰੇ ਚਰਚਾ ਕੀਤੀ। ਵਿਗਿਆਨਕ ਸੁਭਾਅ ਦੀ ਮਹੱਤਤਾ ਨੂੰ ਪੇਸ਼ ਕਰਦੇ ਹੋਏ, ਪ੍ਰੋ. ਹਰਸ਼ ਨਈਅਰ ਨੇ ਉਦਘਾਟਨੀ ਸੈਸ਼ਨ ਵਿੱਚ ਰਸਾਇਣ ਵਿਗਿਆਨ ਵਿੱਚ ਟਿਕਾਊ ਤਰੱਕੀ ਦੀ ਮਹੱਤਤਾ ਨੂੰ ਦਰਸਾਇਆ। ਸਿੰਪੋਜ਼ੀਅਮ ਵਿੱਚ ਅੱਠ ਸੱਦੇ ਗਏ ਲੈਕਚਰ ਅਤੇ ਕਾਨਫਰੰਸ ਦੀ ਕਾਰਵਾਈ ਡਾ. ਸਵਿਤਾ ਚੌਧਰੀ ਨੇ ਇਕੱਤਰਤਾ ਨੂੰ ਦੱਸਿਆ ਕਿ ਕਿਵੇਂ ਕਾਨਫਰੰਸ ਸਮਾਜ ਦੀ ਬਿਹਤਰੀ ਲਈ ਬੈਸਿਕ ਸਰੋਤਾਂ ਨੂੰ ਟੈਕਨਾਲੋਜੀ bbox=[286, 464, 511, 610]
page-number: 2 bbox=[51, 98, 76, 147]
story3-text-col1a: ਪੈਗਾਮ-ਏ-ਜਗਤ, ਮਾਹਿਲਪੁਰ 16 ਫਰਵਰੀ (ਨਿਰਮਲ ਸਿੰਘ ਮੁਗੋਵਾਲ) ਜੇ ਭੀਮ ਕਾਰਵਾਂ ਚੈਰੀਟੇਬਲ ਸੁਸਾਇਟੀ ਰਜਿ.ਮਾਹਿਲਪੁਰ ਦੀ ਇੱਕ ਵਿਸ਼ੇਸ਼ ਮੀਟਿੰਗ ਅੱਜ ਸੰਸਥਾ ਦੇ ਮੁੱਖ ਕਾਰਜਕਾਰੀ ਮਾਹਿਲਪੁਰ ਵਿਖੇ ਹੋਈ। ਜਿਸ ਵਿੱਚ ਸੁਸਾਇਟੀ ਦੀ ਪ੍ਰਧਾਨ ਸੀਮਾ bbox=[53, 1830, 272, 1909]
story3-text-col1b: ਰਾਣੀ ਬੋਧ, ਸਾਬਕਾ ਪ੍ਰਧਾਨ ਨਿਰਮਲ ਕੌਰ, ਰਿਟਾਇਰਡ ਏ.ਐਸ.ਆਈ. ਸੁਖਦੇਵ ਸਿੰਘ, ਜਗਤਾਰ ਸਿੰਘ ਸਾਬਕਾ ਏਸ ਡੀ ਓ ਬਿਜਲੀ ਬੋਰਡ, ਸੁਆਮੀ ਰਵਿੰਦਰ ਰਾਣਾ, ਨਿਰਮਲ ਸਿੰਘ ਮੁਗੋਵਾਲ,ਸੁਨੀਤਾ ਮੈਂਬਰ ਬਲਾਕ ਸੰਮਤੀ, ਰੇਖਾ ਰਾਣੀ ਅਤੇ ਮੈਂਬਰ ਹਾਜਰ ਹੋਏ। ਇਸ ਮੌਕੇ ਗੱਲਬਾਤ ਕਰਦਿਆਂ ਸੀਮਾ ਰਾਣੀ ਬੋਧ ਪ੍ਰਧਾਨ ਜੇ ਭੀਮ ਕਾਰਵਾਂ ਚੈਰੀਟੇਬਲ ਸੁਸਾਇਟੀ ਰਜਿ. ਮਾਹਿਲਪੁਰ ਨੇ ਦੱਸਿਆ ਕਿ ਧੰਨ–ਧੰਨ ਸਤਿਗੁਰੂ ਰਵਿਦਾਸ ਮਹਾਰਾਜ ਜੀ ਦੇ 647ਵੇਂ ਪ੍ਰਕਾਸ਼ ਉਤਸਵ ਦੇ bbox=[53, 2034, 272, 2180]
story4-text-col2: SICI ਦਾ ਤਹਿ ਦਿਲੋਂ ਧੰਨਵਾਦ ਕੀਤਾ ਅਤੇ ਪ੍ਰੋਫੈਸਰ ਡਾ. ਸ਼੍ਰੇਈ ਤ੍ਰਿਪਾਠੀ, ਪ੍ਰੋਫੈਸਰ ਸ਼ਿਆਮ ਐਸ ਸ਼ਰਮਾ ਅਤੇ ਡਾ. ਮਨਿੰਦਰ ਬਿਲੋਈ ਨੇ ਨਿਊਰੋਸਾਇੰਸ ਦੇ ਖੇਤਰ ਵਿੱਚ ਚਾਨਣਾ ਪਾਇਆ। ਇੰਸਟੀਚਿਊਟ ਇਸ ਇੱਕ ਰੋਜ਼ਾ ਸਿੰਪੋਜ਼ੀਅਮ ਦੇ ਸੁਚਾਰੂ ਸੰਚਾਲਨ ਲਈ ਡਾ. ਪ੍ਰਾਚੀ ਕੌਲ, ਡਾਇਰੈਕਟਰ, SICI ਵਿੱਚ ਆਪਣੀ ਸ਼ੁਕਰਗੁਜ਼ਾਰੀ ਦਿਖਾਈ ਹੈ। ਡਾ. ਕੌਲ ਨੇ ਖੋਜ ਗ੍ਰਾਂਟਾਂ ਅਤੇ ਫੈਲੋਸ਼ਿਪਾਂ ਬਾਰੇ ਗੱਲ ਕੀਤੀ ਅਤੇ ਕੈਨੇਡਾ ਵਿੱਚ ਸਹਿਯੋਗ ਅਤੇ ਸਿਖਲਾਈ ਲਈ ਸਰੋਤ ਪ੍ਰਦਾਨ ਕਰਨ ਵਾਲੇ ਮੌਕਿਆਂ ਬਾਰੇ ਚਰਚਾ ਕੀਤੀ। ਸਿੰਪੋਜ਼ੀਅਮ ਦਾ ਕਨਵੀਨਰ ਪ੍ਰੋਫੈਸਰ ਕੰਵਲਜੀਤ ਚੋਪੜਾ ਨੇ ਪ੍ਰੋਗਰਾਮ ਦੀ ਸੰਖੇਪ ਜਾਣਕਾਰੀ ਦਿੱਤੀ ਅਤੇ ਬੁਲਾਰਿਆਂ ਨੂੰ ਉਨ੍ਹਾਂ ਦੀਆਂ ਪ੍ਰਾਪਤੀਆਂ ਦੇ ਵਿਸ਼ਾਲ ਭੰਡਾਰ ਨੂੰ ਉਜਾਗਰ ਕਰਦੇ ਹੋਏ ਹਾਜ਼ਰੀਨ ਨਾਲ ਜਾਣ ਪਛਾਣ ਕਰਵਾਇਆ। ਉੱਘੇ ਬੁਲਾਰੇ ਨੇ ਕਈ ਵਿਸ਼ਿਆਂ 'ਤੇ ਚਰਚਾ ਕੀਤੀ ਕਿ ਕਿਵੇਂ ਨਿਊਰੋਲੋਜੀਕਲ ਵਿਕਾਰ ਅਪਾਹਜਤਾ ਦਾ ਸਭ ਤੋਂ ਵੱਡਾ ਕਾਰਨ ਹਨ ਅਤੇ ਦੁਨੀਆ ਭਰ ਵਿੱਚ ਮੌਤ ਦਾ ਦੂਜਾ ਪ੍ਰਮੁੱਖ ਕਾਰਨ ਹਨ। ਸਭ ਤੋਂ ਮਹੱਤਵਪੂਰਨ ਅਤੇ ਕਮਜ਼ੋਰ ਨਿਊਰੋਲੋਜੀਕਲ ਬਿਮਾਰੀਆਂ ਮਨੁੱਖਤਾ ਨੂੰ ਪ੍ਰਭਾਵਿਤ ਕਰਦੀਆਂ ਹਨ। ਅਲਜ਼ਾਈਮਰ ਰੋਗ, ਪਾਰਕਿੰਸਨ ਰੋਗ, bbox=[996, 628, 1223, 940]
story2-text-col3: ਸੁਕ੍ਰਿਤ ਗੁਪਤਾ (ਸਹਾਇਕ ਪ੍ਰੋ. ਆਈ.ਆਈ.ਟੀ. ਰੋਪੜ, NTU ਸਿੰਗਾਪੁਰ ਤੋਂ ਪੀਐਚਡੀ-ਕੰਪਿਊਟਰ ਸਾਇੰਸ, ਹਿਸਟਰ ਫੈਲੋ– ਹੈਸੋ ਪਲੈਟਨਰ ਇੰਸਟੀਚਿਊਟ ਬਰਲਿਨ) ਨੇ ਅਕਾਦਮਿਕ ਖੋਜ ਵਿੱਚ ਗ੍ਰੈਜੂਏਸ਼ਨ ਤੋਂ ਪਰੇ ਅਕਾਦਮਿਕ ਮੌਕੇ ਬਾਰੇ ਗੱਲ ਕੀਤੀ। ਇਸ ਤੋਂ ਬਾਅਦ, ਸ੍ਰੀ ਜੀ.ਡੀ.ਐਸ. ਨੇਗੀ (ਕੈਰੀਅਰ ਬਿਲਡਿੰਗ ਵਿੱਚ 14 ਸਾਲਾਂ ਦਾ ਤਜਰਬਾ) ਦੁਆਰਾ ਇੱਕ ਜਾਣਕਾਰੀ ਭਰਪੂਰ ਸੈਸ਼ਨ ਹੋਇਆ, ਜਿਹਨਾਂ ਨੇ ਸਰਕਾਰੀ ਸਿਵਲ ਸੇਵਾ ਦੇ ਖੇਤਰਾਂ ਵਿੱਚ ਉੱਚ ਸਿੱਖਿਆ ਲਈ ਮੌਕੇ ਖੋਲ੍ਹਣ ਬਾਰੇ ਗੱਲ ਕੀਤੀ। ਮਾਹਿਰਾਂ ਦੀ ਗੱਲਬਾਤ ਤੋਂ ਬਾਅਦ ਸਵਾਲ-ਜਵਾਬ ਸੈਸ਼ਨ ਅਤੇ ਮਾਹਿਰਾਂ ਨਾਲ ਗੱਲਬਾਤ ਕੀਤੀ ਗਈ। ਵਿਦਿਆਰਥੀਆਂ ਨੇ ਸੈਸ਼ਨਾਂ ਨੂੰ ਬਹੁਤ ਹੀ ਪ੍ਰਭਾਵਸ਼ਾਲੀ ਪ੍ਰਭਾਵਸ਼ਾਲੀ ਅਤੇ ਜਾਣਕਾਰੀ ਭਰਪੂਰ ਅਤੇ ਉਤਸ਼ਾਹਜਨਕ ਪਾਇਆ। ਸਮਾਗਮ ਦੀ ਸਮਾਪਤੀ ਡਾ. ਜਸਕੀਰਤ ਕੌਰ (ਕੋਆਰਡੀਨੇਟਰ, ਸੀ.ਡੀ.ਜੀ.ਸੀ) ਦੁਆਰਾ ਪ੍ਰਸਤਾਵਿਤ ਧੰਨਵਾਦ ਦੇ ਮਤੇ ਨਾਲ ਹੋਈ। ਸਿੱਟੇ ਵਜੋਂ, "4110 ਵਿਦਿਆਰਥੀਆਂ ਨੇ ਆਪਣੇ ਕਰੀਅਰ ਨੂੰ ਸਫਲਤਾ ਦੀਆਂ ਨਵੀਆਂ ਉਚਾਈਆਂ ਤੱਕ ਲੈ ਜਾਣ ਲਈ ਲੋੜੀਂਦੇ ਮਾਰਗਦਰਸ਼ਨ ਅਤੇ ਮਾਰਗ ਪ੍ਰਦਾਨ ਕਰਨ ਲਈ ਵੱਖ-ਵੱਖ ਡੋਮੇਨਾਂ ਵਿੱਚ ਕਈ ਤਰ੍ਹਾਂ ਦੇ ਗਿਆਨਵਾਨ ਅਤੇ ਇੰਟਰਐਕਟਿਵ ਸੈਸ਼ਨਾਂ ਨੂੰ ਦੇਖਦਾ ਹੈ – ਜਿਸਦਾ ਨਾਮ ਹੀ 3473 ਹੈ। bbox=[513, 1261, 752, 1590]
story3-text-col3b: ਆਪਣੇ ਪਰਿਵਾਰ ਦੀ ਵਰੇਗੰਢ ਅਤੇ ਪਰਿਵਾਰਕ ਖੁਸ਼ੀਆਂ ਨੂੰ ਮੁੱਖ ਰੱਖਦੇ ਹੋਏ ਕੀਤੀ ਜਾ ਰਹੀ ਹੈ। ਇਸ ਮੌਕੇ ਉਨ੍ਹਾਂ ਇਹਨਾਂ ਸਮਾਗਮਾਂ ਵਿੱਚ ਇਲਾਕਾ ਨਿਵਾਸੀ ਸ੍ਰੀ ਗੁਰੂ ਰਵਿਦਾਸ ਨਾਮਲੇਵਾ ਸੰਗਤਾਂ ਨੂੰ ਸ਼ਾਮਿਲ ਹੋਣ ਅਤੇ ਸਹਿਯੋਗ ਕਰਨ ਦੀ ਬੇਨਤੀ ਕੀਤੀ। bbox=[522, 2223, 752, 2303]
story6-text-col2: ਸਬੂਤ ਆਤਮ ਵਿਸ਼ਵਾਸ ਲਿਆਉਂਦਾ ਹੈ" ਵਿਸ਼ੇ 'ਤੇ ਇੱਕ ਵਰਕਸ਼ਾਪ ਦਾ ਆਯੋਜਨ ਕੀਤਾ। ਵਰਕਸ਼ਾਪ ਦਾ ਸੰਚਾਲਨ ਪ੍ਰੋ: ਰੂਪਕ ਚੱਕਰਵਰਤੀ, ਜੋ ਮੈਂਡੇਲੇ ਦੇ ਸਲਾਹਕਾਰ ਹਨ, ਦੁਆਰਾ ਕੀਤਾ ਗਿਆ। ਉਸਨੇ ਮੈਂਡੇਲੇ ਸੰਦਰਭਾਂ ਦੀ ਵਰਤੋਂ ਕਰਦੇ ਹੋਏ ਸਾਹਿਤ ਦੇ ਹਵਾਲੇ, ਹਵਾਲਾ ਅਤੇ ਬੈਂਸਟਿਕ bbox=[996, 2148, 1223, 2227]
footer-title-code: Title code : CHAMUL00914 bbox=[1020, 2377, 1194, 2393]
story6-text-col3: ਵਿਸ਼ਲੇਸ਼ਣ ਸਮੀਖਿਆ ਲਈ ਲਿਖਣ ਬਾਰੇ ਇੱਕ ਵਰਤੀ। ਉਸਨੇ ਇਸ ਬਾਰੇ ਵੀ ਵਿਸਥਾਰ ਵਿੱਚ ਇੱਕ ਪ੍ਰਦਰਸ਼ਨ ਦਿੱਤਾ ਕਿ ਮੈਂਡੇਲੇ ਦੇ ਭਿੰਨ ਵੈਬਸਾਈਟ ਸੰਦਰਭ ਪ੍ਰਬੰਧਨ ਐਪਲੀਕੇਸ਼ਨ ਟੂਲ ਵਿੱਚ ਕਿਵੇਂ ਕੰਮ ਕਰਦਾ ਹੈ। ਵਰਕਸ਼ਾਪ ਵਿੱਚ 65 ਤੋਂ ਵੱਧ ਪ੍ਰਤੀਭਾਗੀਆਂ ਨੇ ਭਾਗ ਲਿਆ। ਸਰਕਾਰੀ ਕਾਲਜਾਂ ਅਤੇ ਯੂਨੀਵਰਸਿਟੀਆਂ ਦੇ ਫੈਕਲਟੀ, ਰਿਸਰਚ ਸਕਾਲਰ ਅਤੇ ਵਿਦਿਆਰਥੀਆਂ ਨੇ ਭਾਗ ਲਿਆ। bbox=[1234, 2148, 1465, 2260]
story3-group-photo bbox=[284, 1909, 752, 2216]
story4-headline: ਯੂਨੀਵਰਸਿਟੀ ਇੰਸਟੀਚਿਊਟ ਆਫ਼ ਫਾਰਮਾਸਿਊਟੀਕਲ ਸਾਇੰਸਿਜ਼ (UIPS) ਨੂੰ ਸ਼ਾਸਤਰੀ ਇੰਡੋ ਕੈਨੇਡਾ ਇੰਸਟੀਚਿਊਟ (SICI), ਨਵੀਂ ਦਿੱਲੀ ਦੁਆਰਾ ਸਾਲ 2023-24 ਲਈ ਗੋਲਡਨ ਜੁਬਲੀ ਕਾਨਫਰੰਸ ਅਤੇ ਲੈਕਚਰ ਸੀਰੀਜ਼ ਗ੍ਰਾਂਟ (GJCLSG) ਦੇ ਤਹਿਤ ਕਾਨਫਰੰਸ ਗ੍ਰਾਂਟ ਪ੍ਰਦਾਨ ਕੀਤੀ ਗਈ bbox=[764, 166, 1446, 249]
story6-headline: ਵਿਭਾਗ ਕਮ ਸੈਂਟਰ ਫਾਰ ਵਿਮੈਨਜ਼ ਸਟੱਡੀਜ਼ ਐਂਡ ਡਿਵੈਲਪਮੈਂਟ, ਪੰਜਾਬ ਯੂਨੀਵਰਸਿਟੀ, ਚੰਡੀਗੜ੍ਹ ਨੇ 16 ਫਰਵਰੀ, 2024 ਨੂੰ "ਮੈਂਡੇਲੀ ਦੀ ਵਰਤੋਂ ਕਰਕੇ ਸਾਹਿਤ ਦੀ ਸਮੀਖਿਆ ਲਿਖਣਾ: ਸਬੂਤ ਆਤਮ ਵਿਸ਼ਵਾਸ ਲਿਆਉਂਦਾ ਹੈ" ਵਿਸ਼ੇ 'ਤੇ ਇੱਕ ਵਰਕਸ਼ਾਪ ਦਾ ਆਯੋਜਨ ਕੀਤਾ bbox=[764, 1817, 1453, 1900]
story1-group-photo bbox=[53, 251, 752, 459]
story4-group-photo bbox=[764, 257, 1465, 622]
brand-name-punjabi: ਪੈਗਾਮ-ਏ-ਜਗਤ bbox=[1217, 100, 1331, 123]
brand-name: PAIGAM-E-JAGAT bbox=[94, 103, 237, 122]
footer-rule bbox=[50, 2370, 1465, 2372]
story5-text-col1: ਚੰਡੀਗੜ੍ਹ, 16 ਫਰਵਰੀ (ਪੈਗਾਮ-ਏ-ਜਗਤ) ਪੰਜਾਬ ਯੂਨੀਵਰਸਿਟੀ ਦੇ ਯੂਨੀਵਰਸਿਟੀ ਇੰਸਟੀਚਿਊਟ ਆਫ ਫੈਸ਼ਨ ਟੈਕਨਾਲੋਜੀ ਅਤੇ ਵੋਕੇਸ਼ਨਲ ਡਿਵੈਲਪਮੈਂਟ ਨੇ 16 ਫਰਵਰੀ, 2024 ਨੂੰ 'ਸੂਰਤ ਦੇ ਸੁਧਾਰ: ਦਿੱਖ ਨੂੰ ਵਧਾਉਣਾ, ਤੰਦਰੁਸਤੀ ਨੂੰ ਵਧਾਉਣਾ' ਸਿਰਲੇਖ ਵਾਲੇ ਇੱਕ ਗਿਆਨ ਭਰਪੂਰ ਮਾਹਿਰ ਸੈਸ਼ਨ ਦੀ ਮੇਜ਼ਬਾਨੀ ਕੀਤੀ। ਪ੍ਰਤਿਸ਼ਠਾਵਾਨ ਸਪੀਕਰ, ਡਾ. ਸਾਰਾ ਸੰਧੂ, ਐਮ.ਬੀ.ਬੀ.ਐਸ., ਐਮ.ਡੀ. ਜੋ ਐਸਥੈਟਿਕ ਸਰਜਰੀ ਦੇ ਖੇਤਰ ਵਿੱਚ ਇੱਕ ਪ੍ਰਮੁੱਖ ਹਸਤੀ ਹੈ, ਨੇ ਸੁਹਜ ਦੀ ਦੁਨੀਆਂ ਬਾਰੇ ਅਨਮੋਲ ਸੂਝ ਸਾਂਝੀ ਕੀਤੀ। ਡਾ. ਸਾਰਾ, ਇੱਕ ਸ਼ਾਨਦਾਰ ਪਿਛੋਕੜ ਦੇ ਨਾਲ, ਸੁਹਜ ਦਵਾਈ ਵਿੱਚ ਇੱਕ ਅਮੀਰ ਤਜਰਬਾ ਰੱਖਦੀ ਹੈ। ਉਹ ਡਰਮਾਟੋਲੋਜੀ ਅਤੇ ਕਾਸਮੈਟੋਲੋਜੀ ਵਿੱਚ ਮੁਹਾਰਤ ਰੱਖਦੀ ਹੈ, ਫਰਮਾਸਿਊਟੀਕਲ ਡੋਮੇਨ ਵਿੱਚ ਵੀ ਉਸ ਦੀ ਮਹੱਤਵਪੂਰਨ ਭੂਮਿਕਾ ਹੈ। ਡਾ. ਸੰਧੂ ਸੁਹਜ ਸਰਜਰੀ, ਮੈਡੀਕਲ ਚਮੜੀ ਵਿਗਿਆਨ, ਬਾਡੀ ਕੰਟੋਰਿੰਗ, ਅਤੇ ਪਲਾਸਟਿਕ ਸਰਜਰੀ ਲਈ 20 ਤੋਂ ਵੱਧ ਐੱਫ ਡੀ ਏ-ਪ੍ਰਵਾਨਿਤ ਉਪਚਾਰ ਲਾਗੂ ਕਰਨ ਦੇ ਨਾਲ ਵੱਖਰੀ bbox=[764, 1476, 990, 1739]
story2-photo-bouquet bbox=[522, 718, 752, 917]
email[interactable]: Info@paigamejagat.com bbox=[94, 126, 243, 141]
